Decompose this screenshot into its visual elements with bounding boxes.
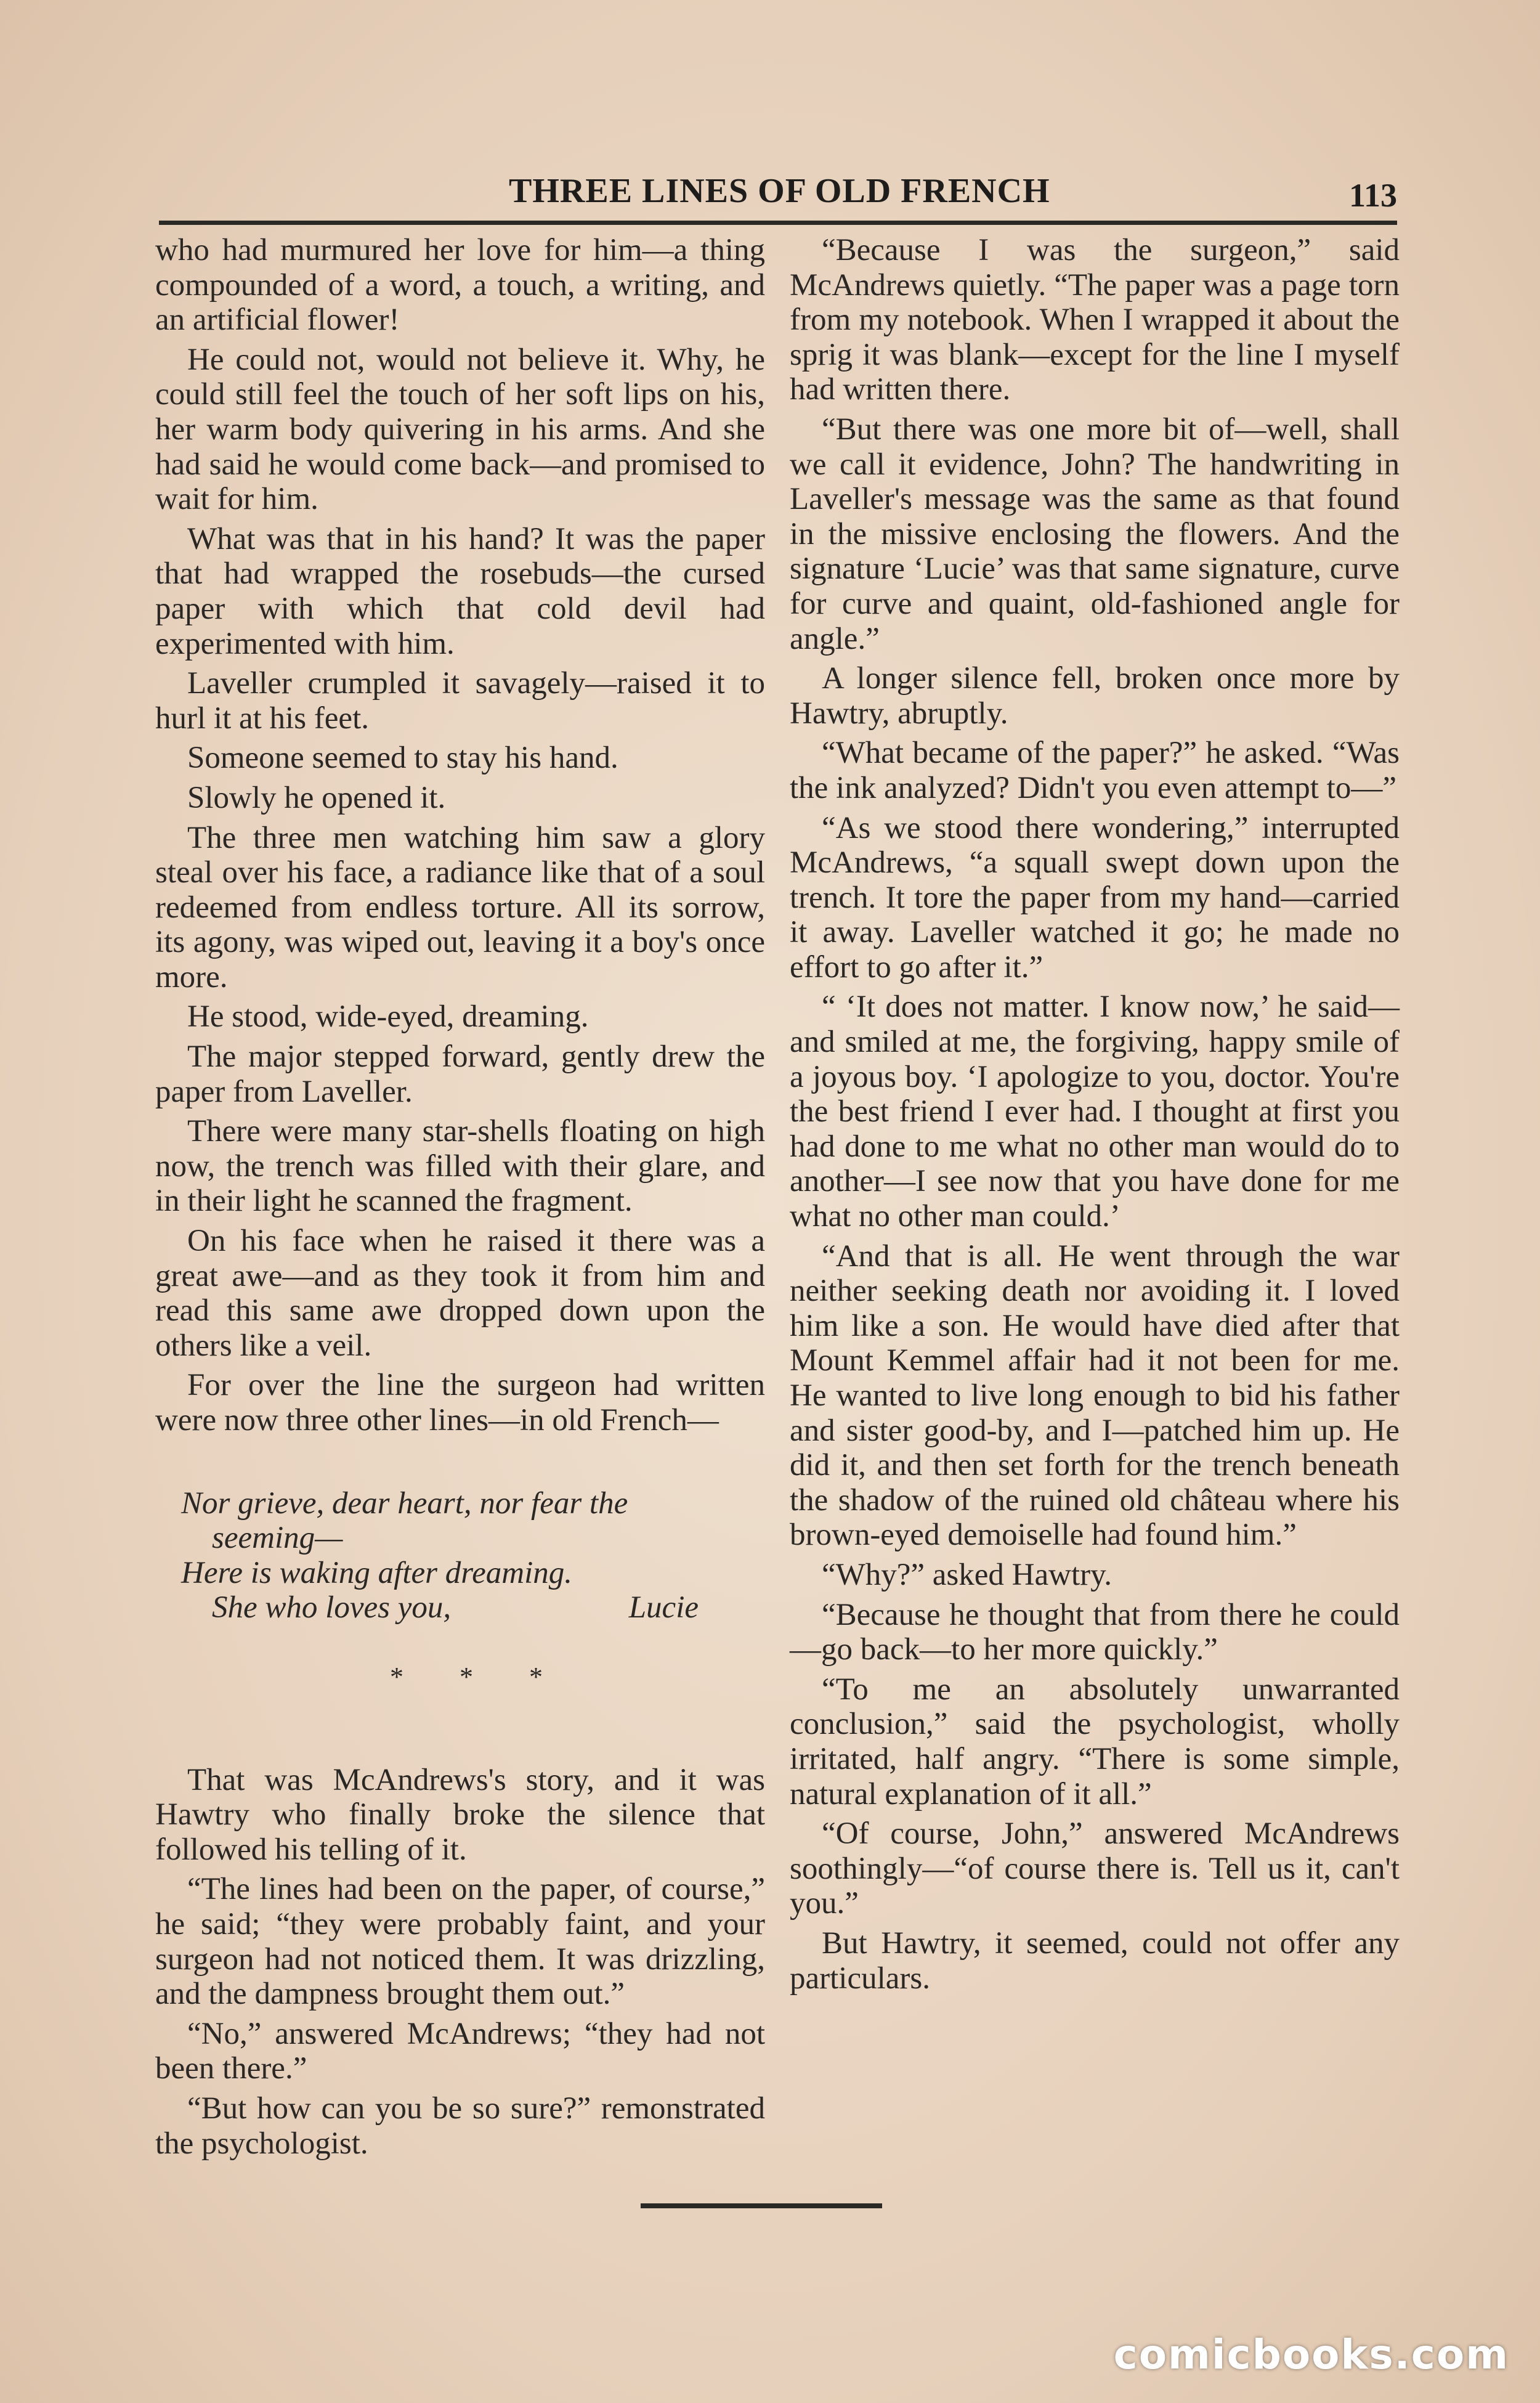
paragraph: “As we stood there wondering,” interrupted McAndrews, “a squall swept down upon the trench. It tore the paper from my hand—carried it away. Laveller watched it go; he made no effort to go after it.” — [790, 810, 1400, 985]
paragraph: “But there was one more bit of—well, shall we call it evidence, John? The handwriting in Laveller's message was the same as that found in the missive enclosing the flowers. And the signature ‘Lucie’ was that same signature, curve for curve and quaint, old-fashioned angle for angle.” — [790, 412, 1400, 656]
paragraph: “But how can you be so sure?” remonstrated the psychologist. — [155, 2091, 765, 2161]
paragraph: “The lines had been on the paper, of course,” he said; “they were probably faint, and your surgeon had not noticed them. It was drizzling, and the dampness brought them out.” — [155, 1872, 765, 2012]
poem-line: Nor grieve, dear heart, nor fear the — [181, 1486, 628, 1521]
paragraph: The three men watching him saw a glory steal over his face, a radiance like that of a soul redeemed from endless torture. All its sorrow, its agony, was wiped out, leaving it a boy's once more. — [155, 820, 765, 994]
paragraph: Someone seemed to stay his hand. — [187, 741, 618, 776]
paragraph: He stood, wide-eyed, dreaming. — [187, 999, 589, 1035]
page-header — [159, 166, 1397, 216]
paragraph: “No,” answered McAndrews; “they had not been there.” — [155, 2016, 765, 2086]
paragraph: “Of course, John,” answered McAndrews soothingly—“of course there is. Tell us it, can't you.” — [790, 1816, 1400, 1921]
poem-line: She who loves you, — [212, 1590, 452, 1625]
poem-line: Here is waking after dreaming. — [181, 1555, 573, 1590]
paragraph: “And that is all. He went through the war neither seeking death nor avoiding it. I loved him like a son. He would have died after that Mount Kemmel affair had it not been for me. He wanted to live long enough to bid his father and sister good-by, and I—patched him up. He did it, and then set forth for the trench beneath the shadow of the ruined old château where his brown-eyed demoiselle had found him.” — [790, 1238, 1400, 1553]
watermark: comicbooks.com — [1113, 2331, 1509, 2378]
running-title: THREE LINES OF OLD FRENCH — [509, 172, 1050, 210]
right-column — [790, 233, 1400, 2001]
footer-rule — [641, 2203, 882, 2208]
paragraph: For over the line the surgeon had written were now three other lines—in old French— — [155, 1368, 765, 1437]
paragraph: Slowly he opened it. — [187, 780, 446, 815]
paragraph: “Because he thought that from there he could—go back—to her more quickly.” — [790, 1597, 1400, 1667]
page-number: 113 — [1348, 177, 1397, 214]
paragraph: “Why?” asked Hawtry. — [822, 1557, 1112, 1592]
poem-signature-line — [212, 1590, 699, 1625]
paragraph: who had murmured her love for him—a thing compounded of a word, a touch, a writing, and an artificial flower! — [155, 233, 765, 338]
paragraph: Laveller crumpled it savagely—raised it to hurl it at his feet. — [155, 666, 765, 736]
paragraph: “To me an absolutely unwarranted conclusion,” said the psychologist, wholly irritated, half angry. “There is some simple, natural explanation of it all.” — [790, 1672, 1400, 1811]
header-rule — [159, 221, 1397, 225]
paragraph: What was that in his hand? It was the paper that had wrapped the rosebuds—the cursed paper with which that cold devil had experimented with him. — [155, 521, 765, 661]
paragraph: That was McAndrews's story, and it was Hawtry who finally broke the silence that followed his telling of it. — [155, 1762, 765, 1867]
poem-line: seeming— — [212, 1521, 343, 1556]
poem — [155, 1486, 765, 1625]
paragraph: There were many star-shells floating on high now, the trench was filled with their glare, and in their light he scanned the fragment. — [155, 1114, 765, 1219]
paragraph: “ ‘It does not matter. I know now,’ he said—and smiled at me, the forgiving, happy smile of a joyous boy. ‘I apologize to you, doctor. You're the best friend I ever had. I thought at first you had done to me what no other man would do to another—I see now that you have done for me what no other man could.’ — [790, 990, 1400, 1234]
paragraph: He could not, would not believe it. Why, he could still feel the touch of her soft lips on his, her warm body quivering in his arms. And she had said he would come back—and promised to wait for him. — [155, 342, 765, 517]
paragraph: A longer silence fell, broken once more by Hawtry, abruptly. — [790, 661, 1400, 731]
paragraph: But Hawtry, it seemed, could not offer any particulars. — [790, 1925, 1400, 1996]
section-separator: * * * — [390, 1661, 567, 1692]
paragraph: The major stepped forward, gently drew the paper from Laveller. — [155, 1039, 765, 1109]
paragraph: “Because I was the surgeon,” said McAndrews quietly. “The paper was a page torn from my notebook. When I wrapped it about the sprig it was blank—except for the line I myself had written there. — [790, 233, 1400, 407]
paragraph: “What became of the paper?” he asked. “Was the ink analyzed? Didn't you even attempt to—” — [790, 736, 1400, 805]
paragraph: On his face when he raised it there was a great awe—and as they took it from him and read this same awe dropped down upon the others like a veil. — [155, 1224, 765, 1363]
poem-signature: Lucie — [628, 1590, 699, 1625]
left-column — [155, 233, 765, 2166]
